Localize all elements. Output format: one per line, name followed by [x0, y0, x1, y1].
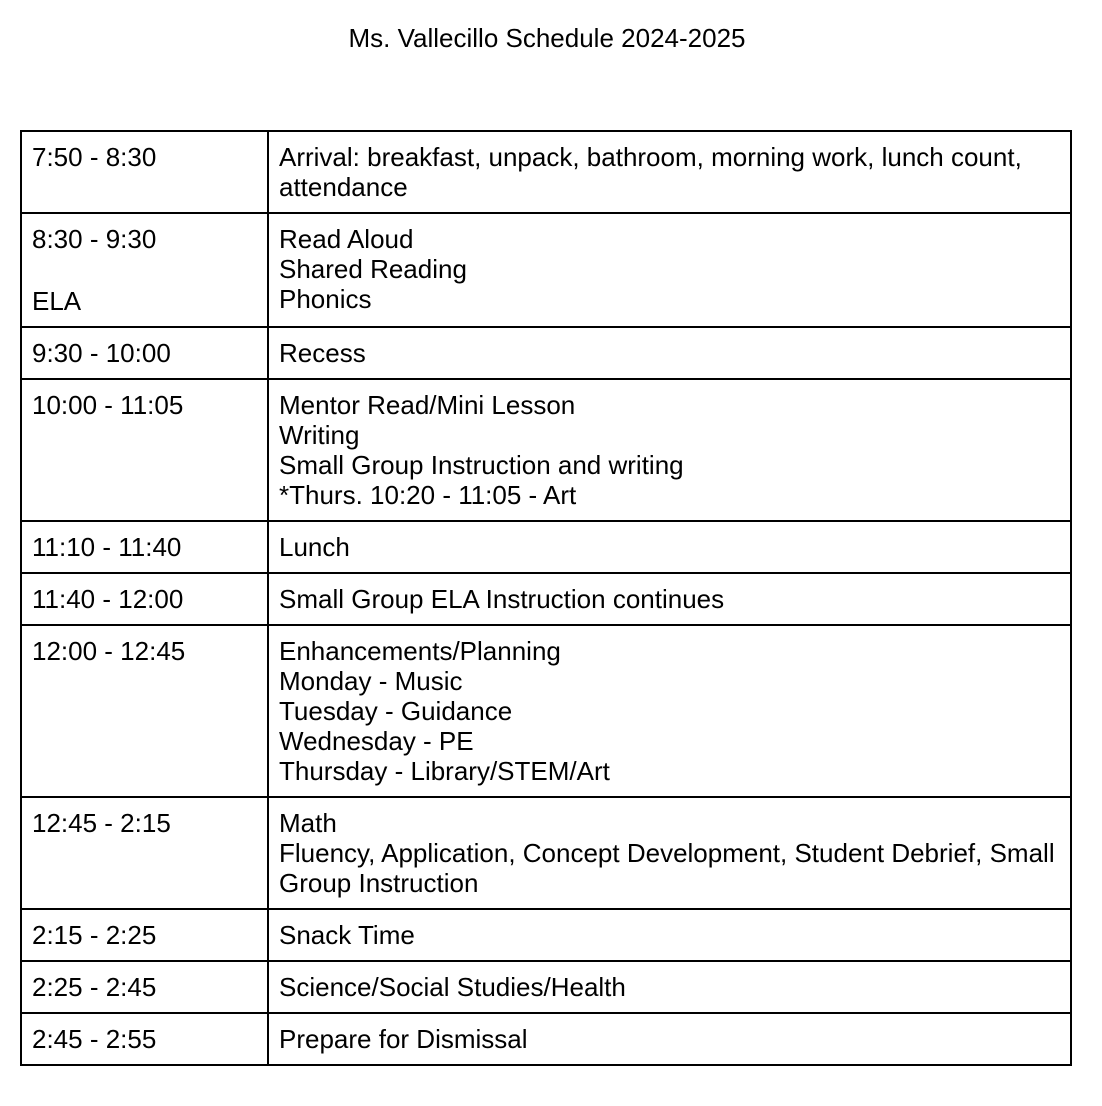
activity-line: Lunch: [279, 532, 350, 562]
time-range: 2:25 - 2:45: [32, 972, 157, 1002]
time-range: 10:00 - 11:05: [32, 390, 184, 420]
activity-cell: [268, 1013, 1071, 1065]
activity-line: Monday - Music: [279, 666, 463, 696]
time-cell: [21, 213, 268, 327]
table-row: [21, 909, 1071, 961]
subject-label: ELA: [32, 286, 82, 316]
activity-cell: [268, 573, 1071, 625]
activity-line: Arrival: breakfast, unpack, bathroom, morning work, lunch count, attendance: [279, 142, 1022, 202]
activity-cell: [268, 625, 1071, 797]
time-cell: [21, 327, 268, 379]
time-range: 8:30 - 9:30: [32, 224, 157, 254]
activity-line: Fluency, Application, Concept Development, Student Debrief, Small Group Instruction: [279, 838, 1055, 898]
table-row: [21, 797, 1071, 909]
activity-line: Science/Social Studies/Health: [279, 972, 626, 1002]
activity-line: Small Group ELA Instruction continues: [279, 584, 725, 614]
time-cell: [21, 797, 268, 909]
activity-line: Mentor Read/Mini Lesson: [279, 390, 576, 420]
activity-line: Prepare for Dismissal: [279, 1024, 528, 1054]
activity-line: Shared Reading: [279, 254, 467, 284]
table-row: [21, 625, 1071, 797]
time-cell: [21, 521, 268, 573]
activity-line: Math: [279, 808, 337, 838]
activity-line: Writing: [279, 420, 360, 450]
activity-line: Small Group Instruction and writing: [279, 450, 684, 480]
activity-line: Tuesday - Guidance: [279, 696, 513, 726]
time-cell: [21, 131, 268, 213]
table-row: [21, 213, 1071, 327]
time-cell: [21, 961, 268, 1013]
activity-line: Recess: [279, 338, 366, 368]
activity-cell: [268, 379, 1071, 521]
table-row: [21, 521, 1071, 573]
activity-line: Phonics: [279, 284, 372, 314]
activity-line: *Thurs. 10:20 - 11:05 - Art: [279, 480, 577, 510]
schedule-table: [20, 130, 1072, 1066]
activity-line: Thursday - Library/STEM/Art: [279, 756, 610, 786]
table-row: [21, 1013, 1071, 1065]
activity-cell: [268, 797, 1071, 909]
time-range: 11:40 - 12:00: [32, 584, 184, 614]
table-row: [21, 131, 1071, 213]
time-cell: [21, 573, 268, 625]
table-row: [21, 327, 1071, 379]
time-range: 9:30 - 10:00: [32, 338, 171, 368]
time-cell: [21, 379, 268, 521]
activity-cell: [268, 961, 1071, 1013]
time-cell: [21, 625, 268, 797]
time-cell: [21, 1013, 268, 1065]
activity-cell: [268, 327, 1071, 379]
table-row: [21, 961, 1071, 1013]
activity-cell: [268, 909, 1071, 961]
time-range: 2:45 - 2:55: [32, 1024, 157, 1054]
activity-line: Wednesday - PE: [279, 726, 474, 756]
table-row: [21, 573, 1071, 625]
activity-cell: [268, 521, 1071, 573]
activity-cell: [268, 213, 1071, 327]
time-range: 12:00 - 12:45: [32, 636, 186, 666]
time-range: 11:10 - 11:40: [32, 532, 182, 562]
page-title: Ms. Vallecillo Schedule 2024-2025: [348, 23, 746, 53]
activity-line: Enhancements/Planning: [279, 636, 561, 666]
time-range: 12:45 - 2:15: [32, 808, 171, 838]
activity-line: Read Aloud: [279, 224, 414, 254]
time-cell: [21, 909, 268, 961]
time-range: 2:15 - 2:25: [32, 920, 157, 950]
activity-cell: [268, 131, 1071, 213]
activity-line: Snack Time: [279, 920, 415, 950]
time-range: 7:50 - 8:30: [32, 142, 157, 172]
table-row: [21, 379, 1071, 521]
